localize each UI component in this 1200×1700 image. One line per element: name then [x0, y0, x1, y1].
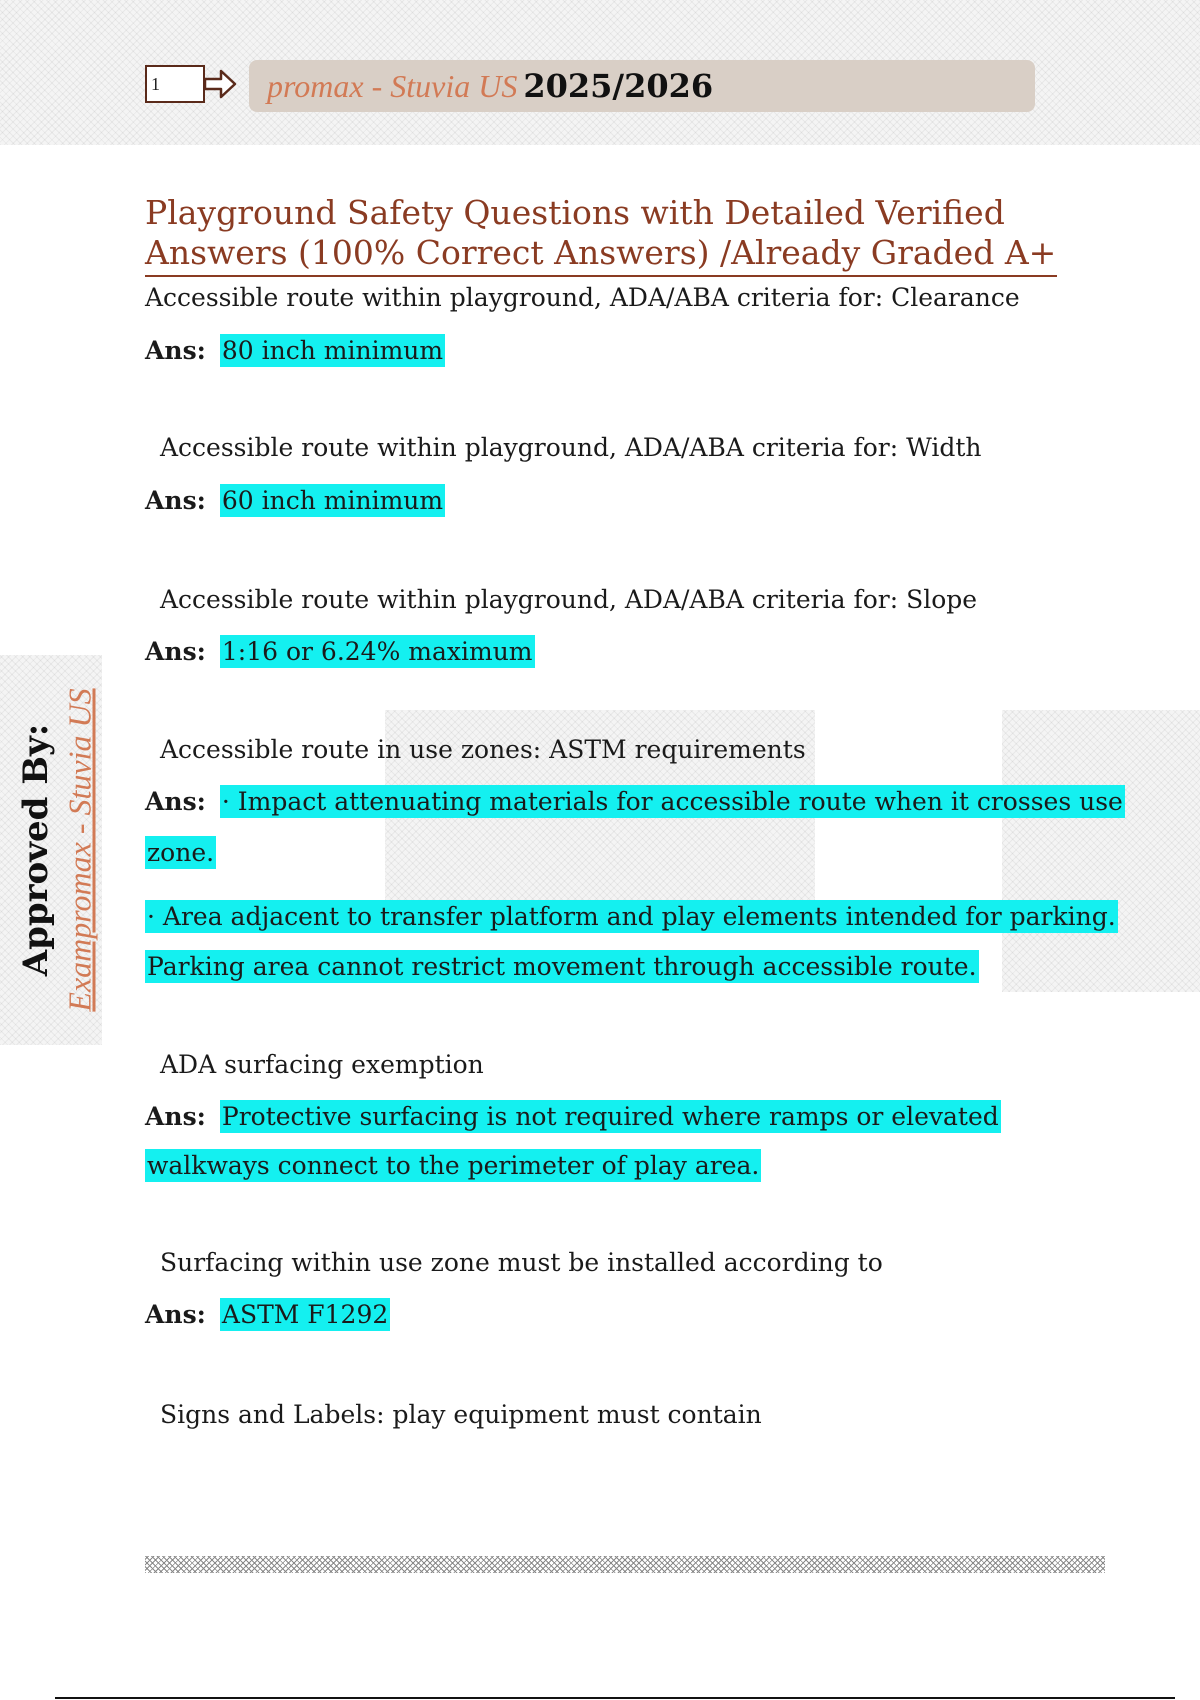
answer-label: Ans: [145, 336, 206, 365]
answer-label: Ans: [145, 486, 206, 515]
answer-4-continued [145, 902, 1118, 931]
answer-4-continued [145, 952, 979, 981]
question-2: Accessible route within playground, ADA/ABA criteria for: Width [160, 433, 982, 462]
answer-label: Ans: [145, 1102, 206, 1131]
answer-label: Ans: [145, 1300, 206, 1329]
header-year: 2025/2026 [523, 67, 714, 105]
question-5: ADA surfacing exemption [160, 1050, 484, 1079]
answer-text-line-2: walkways connect to the perimeter of play area. [147, 1151, 760, 1180]
question-3: Accessible route within playground, ADA/ABA criteria for: Slope [160, 585, 978, 614]
answer-text-line-4: Parking area cannot restrict movement through accessible route. [147, 952, 977, 981]
question-4: Accessible route in use zones: ASTM requirements [160, 735, 806, 764]
approved-by-label: Approved By: [16, 723, 56, 977]
watermark-patch [1002, 710, 1200, 992]
answer-1 [145, 336, 445, 365]
answer-text-line-2: zone. [147, 838, 215, 867]
approved-by-brand: Exampromax - Stuvia US [61, 688, 98, 1012]
header-banner [249, 60, 1035, 112]
answer-5-continued [145, 1151, 761, 1180]
answer-4 [145, 787, 1125, 816]
hatched-divider [145, 1556, 1105, 1573]
answer-text-line-3: · Area adjacent to transfer platform and play elements intended for parking. [147, 902, 1116, 931]
answer-text-line-1: · Impact attenuating materials for accessible route when it crosses use [221, 787, 1123, 816]
answer-6 [145, 1300, 390, 1329]
page-number: 1 [151, 74, 160, 94]
answer-text: ASTM F1292 [221, 1300, 389, 1329]
header-brand: promax - Stuvia US [267, 67, 518, 104]
answer-text: 1:16 or 6.24% maximum [221, 637, 533, 666]
answer-text: 60 inch minimum [221, 486, 444, 515]
answer-4-continued [145, 838, 216, 867]
question-6: Surfacing within use zone must be installed according to [160, 1248, 883, 1277]
answer-text-line-1: Protective surfacing is not required where ramps or elevated [221, 1102, 999, 1131]
answer-5 [145, 1102, 1001, 1131]
answer-text: 80 inch minimum [221, 336, 444, 365]
footer-rule [55, 1697, 1175, 1699]
question-1: Accessible route within playground, ADA/ABA criteria for: Clearance [145, 283, 1020, 312]
answer-label: Ans: [145, 787, 206, 816]
answer-2 [145, 486, 445, 515]
answer-label: Ans: [145, 637, 206, 666]
arrow-right-icon [203, 68, 237, 100]
question-7: Signs and Labels: play equipment must contain [160, 1400, 762, 1429]
answer-3 [145, 637, 535, 666]
title-line-2: Answers (100% Correct Answers) /Already Graded A+ [145, 233, 1057, 272]
page-number-box [145, 65, 205, 103]
title-line-1: Playground Safety Questions with Detailed Verified [145, 193, 1005, 232]
document-title [145, 193, 1057, 277]
